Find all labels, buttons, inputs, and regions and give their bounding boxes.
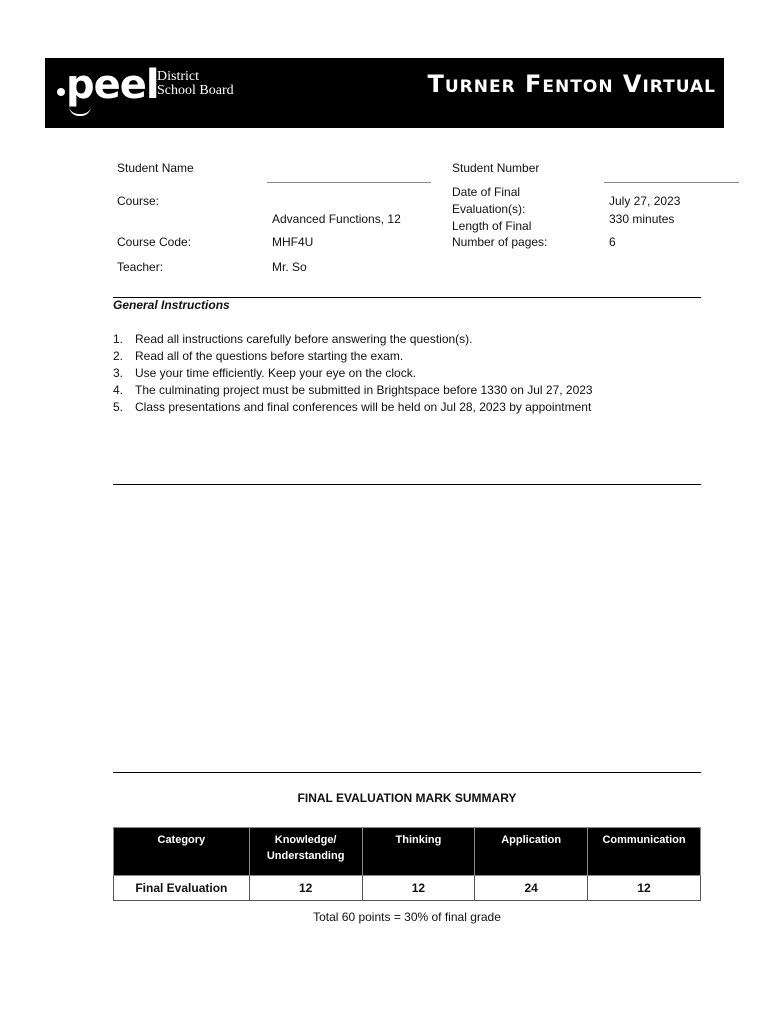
instruction-text: Use your time efficiently. Keep your eye on the clock. (135, 366, 417, 380)
header-knowledge-line2: Understanding (266, 850, 345, 862)
total-points: Total 60 points = 30% of final grade (313, 910, 501, 924)
instruction-text: Read all instructions carefully before answering the question(s). (135, 332, 473, 346)
course-code-label: Course Code: (117, 235, 192, 249)
peel-logo (53, 64, 253, 122)
pages-value: 6 (609, 235, 616, 249)
header-knowledge-line1: Knowledge/ (274, 834, 337, 846)
divider-bottom (113, 772, 701, 773)
logo-wordmark: peel (66, 62, 159, 108)
logo-board-name (157, 70, 234, 98)
student-name-line (267, 182, 431, 183)
mark-summary-table (113, 827, 701, 901)
knowledge-value: 12 (249, 876, 362, 901)
date-label-line2: Evaluation(s): (452, 202, 526, 216)
summary-title: FINAL EVALUATION MARK SUMMARY (297, 791, 517, 805)
logo-board-line2: School Board (157, 83, 234, 98)
student-number-line (604, 182, 739, 183)
pages-label: Number of pages: (452, 235, 548, 249)
instructions-title: General Instructions (113, 298, 230, 312)
instruction-item (113, 331, 593, 348)
course-code-value: MHF4U (272, 235, 314, 249)
divider-middle (113, 484, 701, 485)
teacher-label: Teacher: (117, 260, 164, 274)
instruction-number: 3. (113, 366, 124, 380)
communication-value: 12 (588, 876, 701, 901)
instruction-number: 2. (113, 349, 124, 363)
thinking-value: 12 (362, 876, 475, 901)
header-thinking: Thinking (362, 828, 475, 876)
logo-dot (57, 88, 65, 96)
header-communication: Communication (588, 828, 701, 876)
length-value: 330 minutes (609, 212, 675, 226)
header-category: Category (114, 828, 250, 876)
instruction-text: Read all of the questions before starting the exam. (135, 349, 404, 363)
student-name-label: Student Name (117, 161, 194, 175)
date-label-line1: Date of Final (452, 185, 521, 199)
student-number-label: Student Number (452, 161, 540, 175)
instruction-item (113, 382, 593, 399)
logo-board-line1: District (157, 69, 199, 84)
logo-smile-icon (69, 106, 91, 116)
table-row (114, 876, 701, 901)
instruction-number: 1. (113, 332, 124, 346)
date-value: July 27, 2023 (609, 194, 681, 208)
instruction-number: 5. (113, 400, 124, 414)
course-label: Course: (117, 194, 160, 208)
instructions-list (113, 331, 593, 416)
course-value: Advanced Functions, 12 (272, 212, 401, 226)
table-header-row (114, 828, 701, 876)
instruction-item (113, 348, 593, 365)
row-label: Final Evaluation (114, 876, 250, 901)
header-banner (45, 58, 724, 128)
teacher-value: Mr. So (272, 260, 307, 274)
length-label: Length of Final (452, 219, 532, 233)
instruction-number: 4. (113, 383, 124, 397)
application-value: 24 (475, 876, 588, 901)
header-application: Application (475, 828, 588, 876)
instruction-item (113, 365, 593, 382)
instruction-text: The culminating project must be submitted in Brightspace before 1330 on Jul 27, 2023 (135, 383, 593, 397)
header-knowledge (249, 828, 362, 876)
instruction-item (113, 399, 593, 416)
instruction-text: Class presentations and final conferences will be held on Jul 28, 2023 by appointment (135, 400, 592, 414)
school-title: Turner Fenton Virtual (427, 70, 716, 98)
